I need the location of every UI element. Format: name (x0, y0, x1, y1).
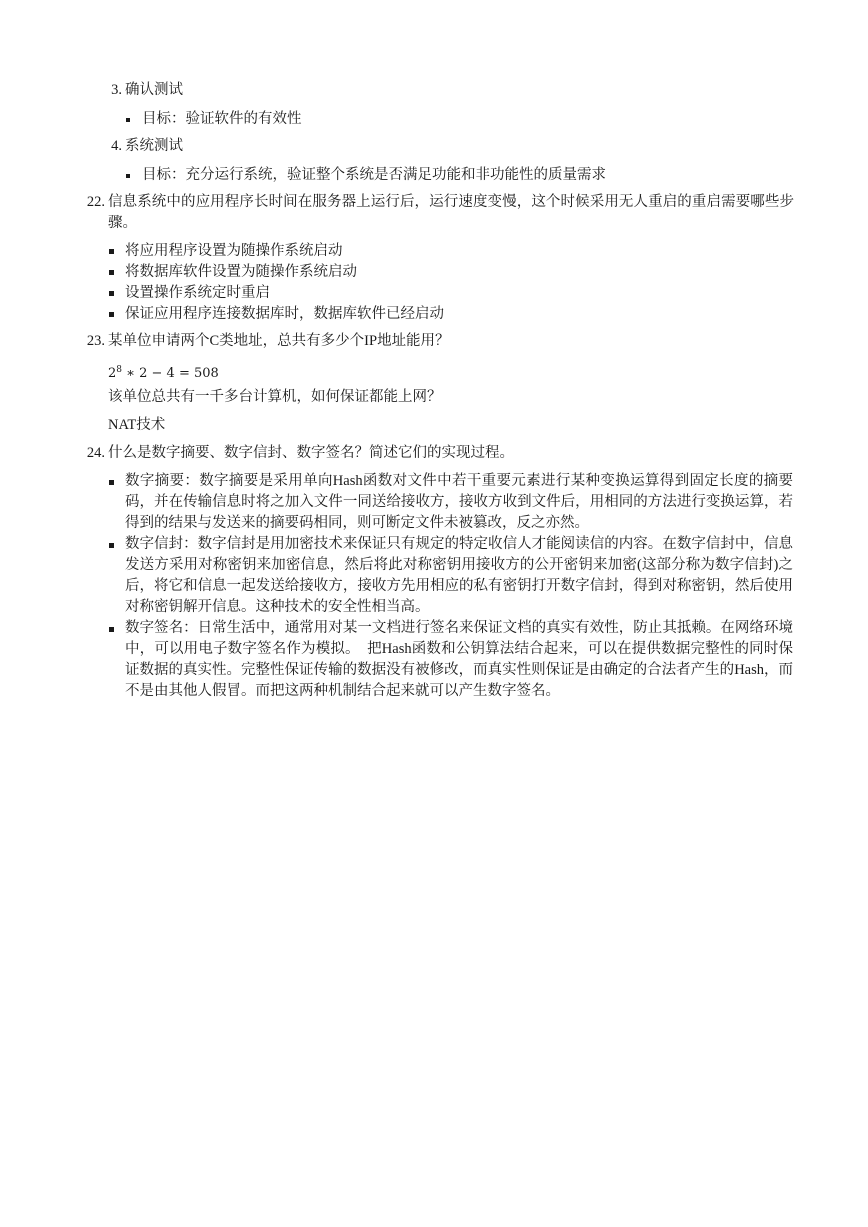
list-item: 设置操作系统定时重启 (125, 285, 270, 301)
sublist-title: 确认测试 (125, 82, 183, 98)
question-number: 23. (86, 333, 105, 349)
sublist-goal: 目标：验证软件的有效性 (142, 111, 302, 127)
list-item: 数字签名：日常生活中，通常用对某一文档进行签名来保证文档的真实有效性，防止其抵赖。在网络环境中，可以用电子数字签名作为模拟。 把Hash函数和公钥算法结合起来，可以在提供数据完整性的同时保证数据的真实性。完整性保证传输的数据没有被修改，而真实性则保证是由确定的合法者产生的Hash，而不是由其他人假冒。而把这两种机制结合起来就可以产生数字签名。 (125, 620, 793, 699)
question-number: 22. (86, 194, 105, 210)
bullet-icon (109, 627, 114, 632)
sublist-goal: 目标：充分运行系统，验证整个系统是否满足功能和非功能性的质量需求 (142, 167, 606, 183)
bullet-icon (109, 543, 114, 548)
list-item: 数字信封：数字信封是用加密技术来保证只有规定的特定收信人才能阅读信的内容。在数字信封中，信息发送方采用对称密钥来加密信息，然后将此对称密钥用接收方的公开密钥来加密(这部分称为数字信封)之后，将它和信息一起发送给接收方，接收方先用相应的私有密钥打开数字信封，得到对称密钥，然后使用对称密钥解开信息。这种技术的安全性相当高。 (125, 536, 793, 615)
answer-text: NAT技术 (108, 417, 166, 433)
list-number: 3. (111, 82, 122, 98)
follow-up-question: 该单位总共有一千多台计算机，如何保证都能上网？ (108, 389, 442, 405)
bullet-icon (126, 174, 130, 178)
sublist-title: 系统测试 (125, 138, 183, 154)
list-number: 4. (111, 138, 122, 154)
bullet-icon (109, 249, 114, 254)
question-number: 24. (86, 445, 105, 461)
formula: $2^8$ ∗ 2 − 4 = 508 (108, 365, 219, 381)
bullet-icon (126, 118, 130, 122)
question-text: 某单位申请两个C类地址，总共有多少个IP地址能用？ (108, 333, 450, 349)
bullet-icon (109, 270, 114, 275)
bullet-icon (109, 291, 114, 296)
bullet-icon (109, 312, 114, 317)
list-item: 将数据库软件设置为随操作系统启动 (125, 264, 357, 280)
list-item: 将应用程序设置为随操作系统启动 (125, 243, 343, 259)
question-text: 信息系统中的应用程序长时间在服务器上运行后，运行速度变慢，这个时候采用无人重启的重启需要哪些步骤。 (108, 194, 794, 231)
list-item: 保证应用程序连接数据库时，数据库软件已经启动 (125, 306, 444, 322)
question-text: 什么是数字摘要、数字信封、数字签名？简述它们的实现过程。 (108, 445, 514, 461)
list-item: 数字摘要：数字摘要是采用单向Hash函数对文件中若干重要元素进行某种变换运算得到固定长度的摘要码，并在传输信息时将之加入文件一同送给接收方，接收方收到文件后，用相同的方法进行变换运算，若得到的结果与发送来的摘要码相同，则可断定文件未被篡改，反之亦然。 (125, 473, 793, 531)
bullet-icon (109, 480, 114, 485)
